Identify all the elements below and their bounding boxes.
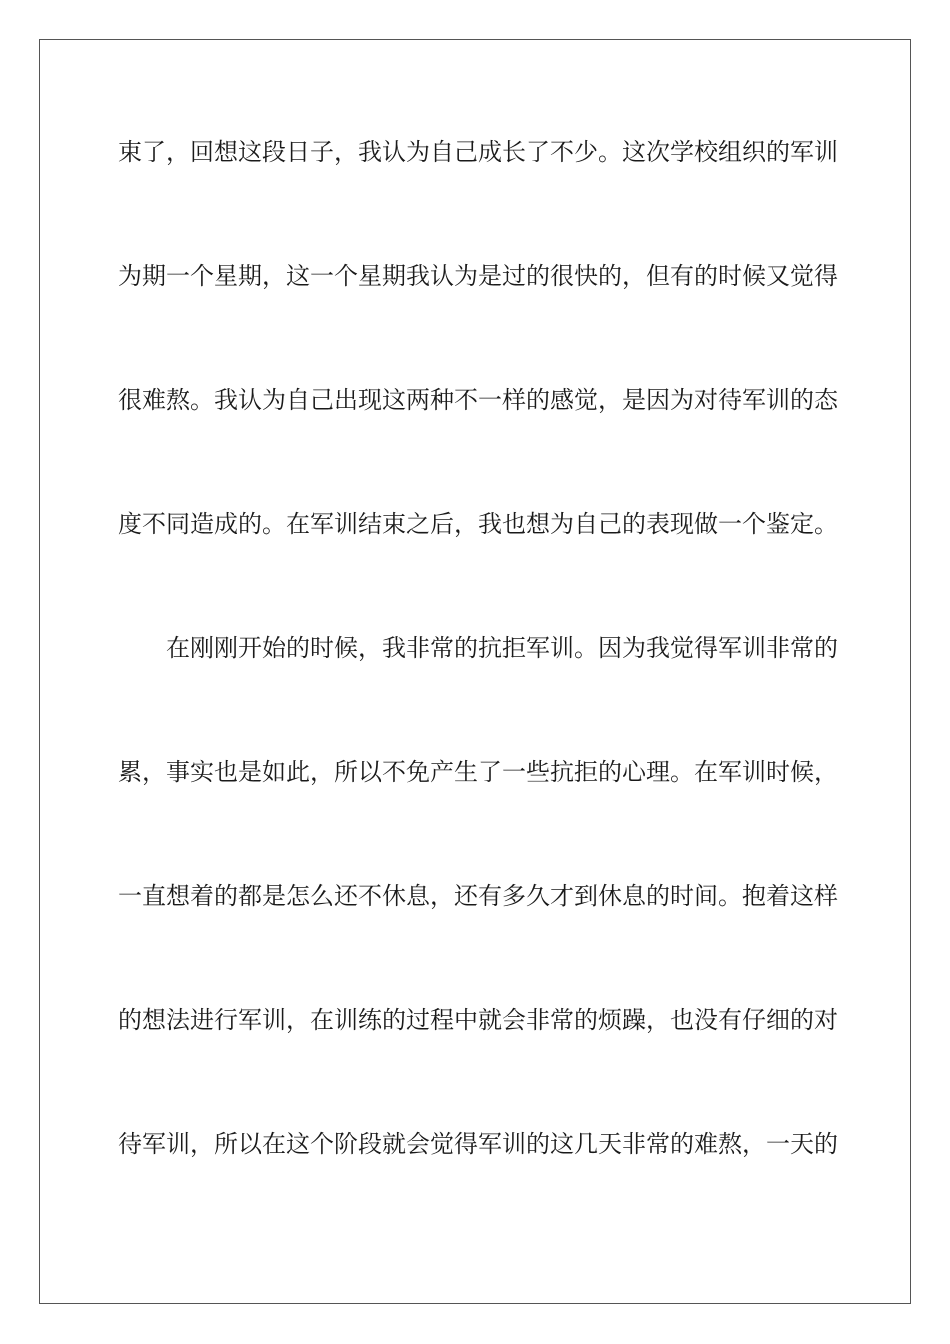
paragraph-first-line: 在刚刚开始的时候，我非常的抗拒军训。因为我觉得军训非常的 [166,634,838,662]
text-line: 一直想着的都是怎么还不休息，还有多久才到休息的时间。抱着这样 [118,882,838,910]
text-line: 累，事实也是如此，所以不免产生了一些抗拒的心理。在军训时候， [118,758,838,786]
text-line: 束了，回想这段日子，我认为自己成长了不少。这次学校组织的军训 [118,138,838,166]
page-border [39,39,911,1304]
text-line: 度不同造成的。在军训结束之后，我也想为自己的表现做一个鉴定。 [118,510,838,538]
text-line: 很难熬。我认为自己出现这两种不一样的感觉，是因为对待军训的态 [118,386,838,414]
text-line: 待军训，所以在这个阶段就会觉得军训的这几天非常的难熬，一天的 [118,1130,838,1158]
text-line: 的想法进行军训，在训练的过程中就会非常的烦躁，也没有仔细的对 [118,1006,838,1034]
text-line: 为期一个星期，这一个星期我认为是过的很快的，但有的时候又觉得 [118,262,838,290]
